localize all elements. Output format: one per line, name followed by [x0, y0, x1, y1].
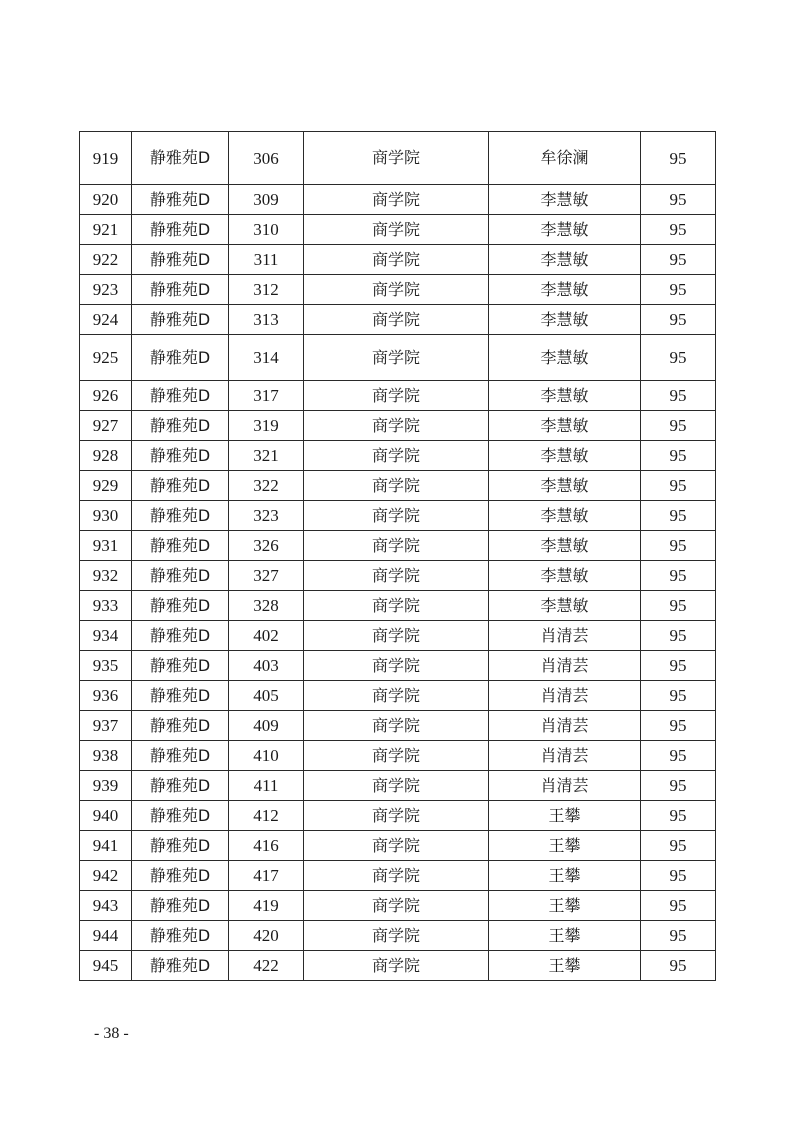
- cell-number: 920: [80, 185, 132, 215]
- table-row: [80, 132, 716, 185]
- cell-room: 321: [229, 441, 304, 471]
- cell-number: 936: [80, 681, 132, 711]
- cell-score: 95: [641, 711, 716, 741]
- cell-person: 李慧敏: [489, 471, 641, 501]
- cell-person: 王攀: [489, 891, 641, 921]
- table-row: [80, 741, 716, 771]
- cell-college: 商学院: [304, 831, 489, 861]
- cell-score: 95: [641, 861, 716, 891]
- cell-college: 商学院: [304, 741, 489, 771]
- cell-building: 静雅苑D: [132, 801, 229, 831]
- cell-score: 95: [641, 305, 716, 335]
- cell-number: 928: [80, 441, 132, 471]
- cell-person: 李慧敏: [489, 531, 641, 561]
- cell-building: 静雅苑D: [132, 381, 229, 411]
- cell-score: 95: [641, 501, 716, 531]
- table-body: [80, 132, 716, 981]
- cell-number: 941: [80, 831, 132, 861]
- cell-room: 403: [229, 651, 304, 681]
- cell-score: 95: [641, 245, 716, 275]
- table-row: [80, 591, 716, 621]
- cell-score: 95: [641, 381, 716, 411]
- cell-room: 405: [229, 681, 304, 711]
- cell-building: 静雅苑D: [132, 561, 229, 591]
- cell-number: 925: [80, 335, 132, 381]
- cell-college: 商学院: [304, 801, 489, 831]
- cell-score: 95: [641, 335, 716, 381]
- cell-building: 静雅苑D: [132, 621, 229, 651]
- cell-college: 商学院: [304, 711, 489, 741]
- table-row: [80, 621, 716, 651]
- cell-building: 静雅苑D: [132, 305, 229, 335]
- table-row: [80, 441, 716, 471]
- cell-number: 923: [80, 275, 132, 305]
- cell-building: 静雅苑D: [132, 335, 229, 381]
- cell-college: 商学院: [304, 861, 489, 891]
- cell-room: 323: [229, 501, 304, 531]
- table-row: [80, 651, 716, 681]
- cell-college: 商学院: [304, 305, 489, 335]
- table-row: [80, 891, 716, 921]
- cell-score: 95: [641, 651, 716, 681]
- table-row: [80, 501, 716, 531]
- cell-person: 肖清芸: [489, 651, 641, 681]
- cell-room: 422: [229, 951, 304, 981]
- cell-person: 王攀: [489, 831, 641, 861]
- cell-person: 李慧敏: [489, 305, 641, 335]
- table-row: [80, 411, 716, 441]
- cell-college: 商学院: [304, 621, 489, 651]
- table-row: [80, 531, 716, 561]
- cell-building: 静雅苑D: [132, 741, 229, 771]
- table-row: [80, 335, 716, 381]
- cell-score: 95: [641, 185, 716, 215]
- table-row: [80, 921, 716, 951]
- cell-number: 919: [80, 132, 132, 185]
- table-row: [80, 185, 716, 215]
- cell-score: 95: [641, 921, 716, 951]
- cell-person: 王攀: [489, 951, 641, 981]
- cell-person: 肖清芸: [489, 771, 641, 801]
- table-row: [80, 861, 716, 891]
- cell-building: 静雅苑D: [132, 921, 229, 951]
- cell-number: 931: [80, 531, 132, 561]
- cell-score: 95: [641, 771, 716, 801]
- table-row: [80, 381, 716, 411]
- cell-college: 商学院: [304, 441, 489, 471]
- cell-score: 95: [641, 215, 716, 245]
- cell-building: 静雅苑D: [132, 831, 229, 861]
- room-inspection-table: [79, 131, 716, 981]
- cell-score: 95: [641, 831, 716, 861]
- cell-person: 肖清芸: [489, 741, 641, 771]
- cell-person: 李慧敏: [489, 185, 641, 215]
- cell-number: 943: [80, 891, 132, 921]
- cell-score: 95: [641, 621, 716, 651]
- cell-person: 牟徐澜: [489, 132, 641, 185]
- cell-number: 924: [80, 305, 132, 335]
- cell-person: 肖清芸: [489, 621, 641, 651]
- cell-room: 419: [229, 891, 304, 921]
- cell-building: 静雅苑D: [132, 951, 229, 981]
- cell-room: 317: [229, 381, 304, 411]
- cell-person: 李慧敏: [489, 245, 641, 275]
- cell-college: 商学院: [304, 245, 489, 275]
- cell-college: 商学院: [304, 471, 489, 501]
- cell-building: 静雅苑D: [132, 651, 229, 681]
- cell-college: 商学院: [304, 921, 489, 951]
- cell-building: 静雅苑D: [132, 591, 229, 621]
- cell-college: 商学院: [304, 951, 489, 981]
- cell-college: 商学院: [304, 411, 489, 441]
- cell-person: 李慧敏: [489, 335, 641, 381]
- cell-room: 312: [229, 275, 304, 305]
- cell-person: 李慧敏: [489, 275, 641, 305]
- cell-number: 945: [80, 951, 132, 981]
- cell-number: 926: [80, 381, 132, 411]
- cell-score: 95: [641, 275, 716, 305]
- cell-score: 95: [641, 741, 716, 771]
- cell-building: 静雅苑D: [132, 275, 229, 305]
- cell-college: 商学院: [304, 651, 489, 681]
- table-row: [80, 245, 716, 275]
- cell-room: 416: [229, 831, 304, 861]
- cell-person: 李慧敏: [489, 591, 641, 621]
- cell-number: 944: [80, 921, 132, 951]
- cell-room: 411: [229, 771, 304, 801]
- cell-room: 310: [229, 215, 304, 245]
- cell-number: 937: [80, 711, 132, 741]
- cell-score: 95: [641, 591, 716, 621]
- table-row: [80, 801, 716, 831]
- cell-number: 921: [80, 215, 132, 245]
- cell-person: 李慧敏: [489, 411, 641, 441]
- cell-room: 314: [229, 335, 304, 381]
- cell-room: 309: [229, 185, 304, 215]
- cell-room: 313: [229, 305, 304, 335]
- table-row: [80, 681, 716, 711]
- cell-number: 933: [80, 591, 132, 621]
- cell-building: 静雅苑D: [132, 501, 229, 531]
- cell-college: 商学院: [304, 591, 489, 621]
- cell-college: 商学院: [304, 275, 489, 305]
- cell-building: 静雅苑D: [132, 215, 229, 245]
- table-row: [80, 951, 716, 981]
- cell-building: 静雅苑D: [132, 681, 229, 711]
- cell-room: 306: [229, 132, 304, 185]
- cell-building: 静雅苑D: [132, 531, 229, 561]
- cell-college: 商学院: [304, 335, 489, 381]
- cell-college: 商学院: [304, 771, 489, 801]
- cell-score: 95: [641, 441, 716, 471]
- cell-person: 李慧敏: [489, 561, 641, 591]
- cell-room: 311: [229, 245, 304, 275]
- table-row: [80, 305, 716, 335]
- cell-room: 417: [229, 861, 304, 891]
- cell-number: 939: [80, 771, 132, 801]
- cell-building: 静雅苑D: [132, 185, 229, 215]
- cell-room: 402: [229, 621, 304, 651]
- cell-person: 王攀: [489, 801, 641, 831]
- page-number: - 38 -: [94, 1025, 129, 1042]
- cell-room: 412: [229, 801, 304, 831]
- cell-number: 942: [80, 861, 132, 891]
- cell-number: 929: [80, 471, 132, 501]
- cell-person: 李慧敏: [489, 501, 641, 531]
- cell-person: 肖清芸: [489, 711, 641, 741]
- cell-room: 322: [229, 471, 304, 501]
- cell-number: 927: [80, 411, 132, 441]
- table-row: [80, 831, 716, 861]
- cell-building: 静雅苑D: [132, 132, 229, 185]
- cell-person: 王攀: [489, 921, 641, 951]
- cell-number: 932: [80, 561, 132, 591]
- cell-room: 409: [229, 711, 304, 741]
- cell-score: 95: [641, 561, 716, 591]
- cell-score: 95: [641, 411, 716, 441]
- table-row: [80, 471, 716, 501]
- cell-score: 95: [641, 951, 716, 981]
- cell-building: 静雅苑D: [132, 711, 229, 741]
- cell-building: 静雅苑D: [132, 861, 229, 891]
- cell-college: 商学院: [304, 215, 489, 245]
- cell-room: 410: [229, 741, 304, 771]
- cell-college: 商学院: [304, 561, 489, 591]
- cell-person: 李慧敏: [489, 381, 641, 411]
- table-row: [80, 711, 716, 741]
- cell-room: 420: [229, 921, 304, 951]
- cell-number: 934: [80, 621, 132, 651]
- cell-score: 95: [641, 471, 716, 501]
- cell-building: 静雅苑D: [132, 245, 229, 275]
- cell-number: 935: [80, 651, 132, 681]
- cell-college: 商学院: [304, 681, 489, 711]
- cell-person: 李慧敏: [489, 441, 641, 471]
- cell-number: 930: [80, 501, 132, 531]
- cell-college: 商学院: [304, 381, 489, 411]
- table-row: [80, 215, 716, 245]
- cell-building: 静雅苑D: [132, 471, 229, 501]
- cell-person: 王攀: [489, 861, 641, 891]
- cell-college: 商学院: [304, 891, 489, 921]
- table-row: [80, 771, 716, 801]
- cell-building: 静雅苑D: [132, 771, 229, 801]
- cell-person: 李慧敏: [489, 215, 641, 245]
- cell-college: 商学院: [304, 132, 489, 185]
- cell-building: 静雅苑D: [132, 441, 229, 471]
- cell-college: 商学院: [304, 531, 489, 561]
- table-row: [80, 275, 716, 305]
- cell-score: 95: [641, 531, 716, 561]
- cell-college: 商学院: [304, 501, 489, 531]
- cell-building: 静雅苑D: [132, 411, 229, 441]
- cell-number: 938: [80, 741, 132, 771]
- cell-number: 922: [80, 245, 132, 275]
- table-row: [80, 561, 716, 591]
- cell-score: 95: [641, 801, 716, 831]
- cell-number: 940: [80, 801, 132, 831]
- cell-score: 95: [641, 891, 716, 921]
- cell-room: 328: [229, 591, 304, 621]
- cell-building: 静雅苑D: [132, 891, 229, 921]
- cell-score: 95: [641, 132, 716, 185]
- cell-room: 327: [229, 561, 304, 591]
- cell-room: 326: [229, 531, 304, 561]
- cell-college: 商学院: [304, 185, 489, 215]
- cell-person: 肖清芸: [489, 681, 641, 711]
- cell-room: 319: [229, 411, 304, 441]
- cell-score: 95: [641, 681, 716, 711]
